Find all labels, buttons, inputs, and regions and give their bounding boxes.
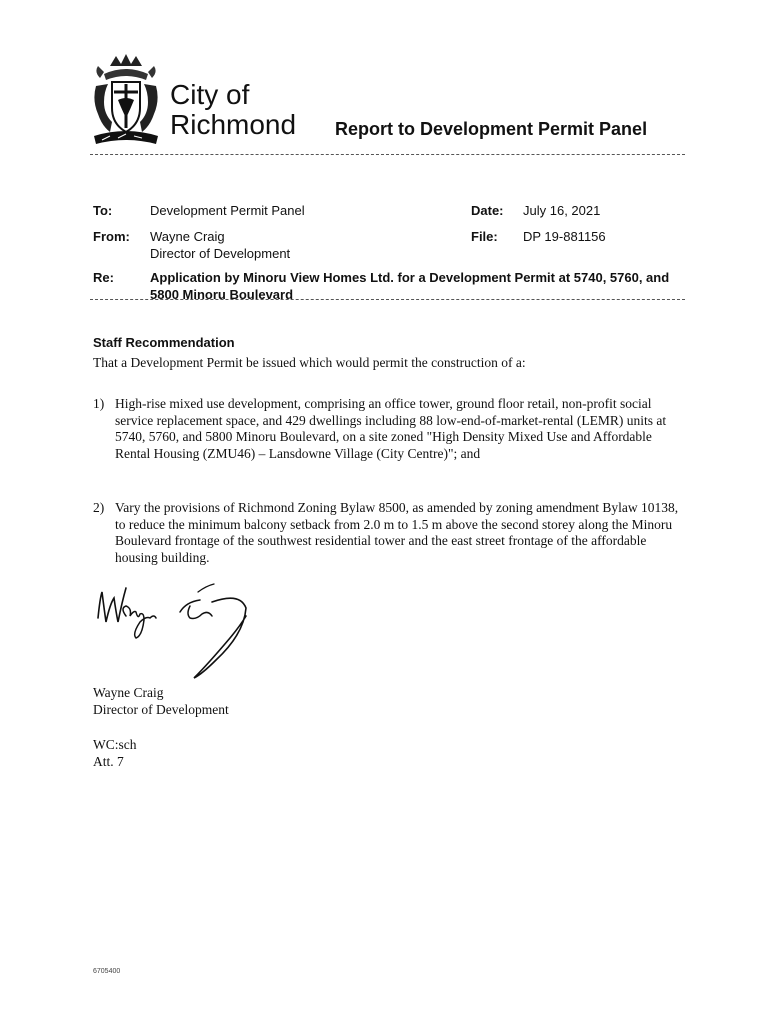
date-value: July 16, 2021 xyxy=(523,203,601,218)
item-number: 1) xyxy=(93,396,105,411)
re-label: Re: xyxy=(93,270,114,285)
date-label: Date: xyxy=(471,203,504,218)
signer-name: Wayne Craig xyxy=(93,685,164,700)
attachment-count: Att. 7 xyxy=(93,753,124,769)
header-divider xyxy=(90,154,685,155)
signer-block xyxy=(93,685,229,718)
recommendation-item xyxy=(93,396,683,462)
to-label: To: xyxy=(93,203,113,218)
to-value: Development Permit Panel xyxy=(150,203,305,218)
signer-title: Director of Development xyxy=(93,701,229,717)
document-number: 6705400 xyxy=(93,968,121,975)
re-subject: Application by Minoru View Homes Ltd. for a Development Permit at 5740, 5760, and 5800 Minoru Boulevard xyxy=(150,270,670,302)
item-text: High-rise mixed use development, comprising an office tower, ground floor retail, non-profit social service replacement space, and 429 dwellings including 88 low-end-of-market-rental (LEMR) units at 5740, 5760, and 5800 Minoru Boulevard, on a site zoned "High Density Mixed Use and Affordable Rental Housing (ZMU46) – Lansdowne Village (City Centre)"; and xyxy=(115,396,667,461)
city-name-line1: City of xyxy=(170,79,250,110)
file-label: File: xyxy=(471,229,498,244)
reference-block xyxy=(93,737,137,770)
from-label: From: xyxy=(93,229,130,244)
from-name: Wayne Craig xyxy=(150,229,225,244)
item-number: 2) xyxy=(93,500,105,515)
subject-divider xyxy=(90,299,685,300)
item-text: Vary the provisions of Richmond Zoning Bylaw 8500, as amended by zoning amendment Bylaw 10138, to reduce the minimum balcony setback from 2.0 m to 1.5 m above the second storey along the Minoru Boulevard frontage of the southwest residential tower and the east street frontage of the affordable housing building. xyxy=(115,500,679,565)
city-name-line2: Richmond xyxy=(170,109,297,140)
from-title: Director of Development xyxy=(150,246,291,261)
report-title: Report to Development Permit Panel xyxy=(335,119,648,139)
recommendation-intro: That a Development Permit be issued which would permit the construction of a: xyxy=(93,355,526,370)
file-value: DP 19-881156 xyxy=(523,229,606,244)
section-heading: Staff Recommendation xyxy=(93,335,235,350)
city-name xyxy=(170,80,296,140)
recommendation-item xyxy=(93,500,683,566)
city-crest-icon xyxy=(90,52,162,148)
from-value xyxy=(150,228,290,262)
author-initials: WC:sch xyxy=(93,737,137,752)
signature-image xyxy=(90,578,260,683)
